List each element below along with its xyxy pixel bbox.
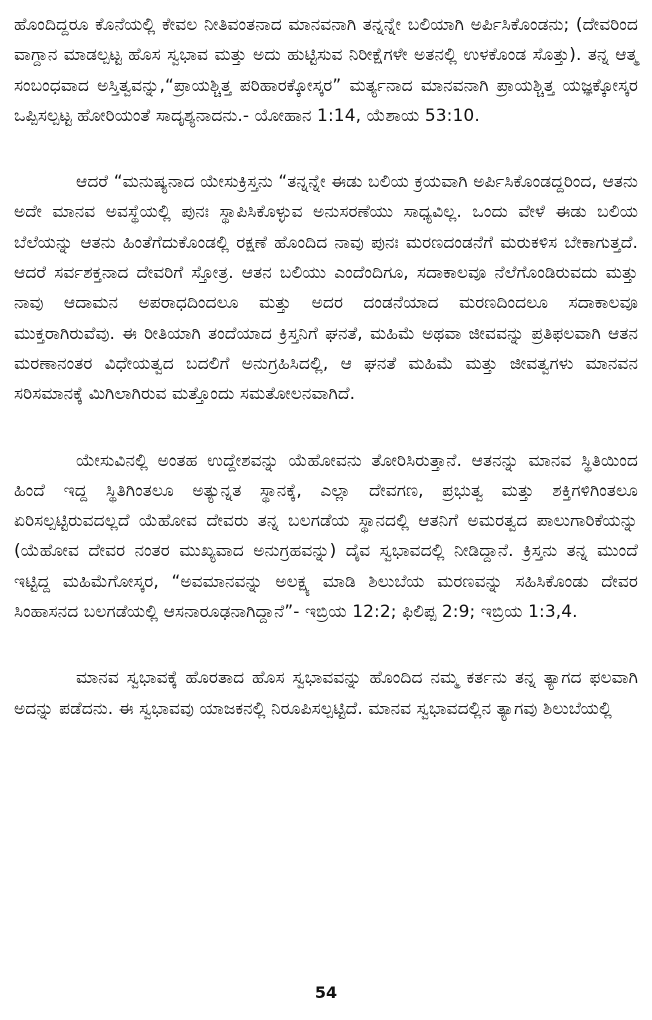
paragraph-3: ಯೇಸುವಿನಲ್ಲಿ ಅಂತಹ ಉದ್ದೇಶವನ್ನು ಯೆಹೋವನು ತೋರಿಸಿರುತ್ತಾನೆ. ಆತನನ್ನು ಮಾನವ ಸ್ಥಿತಿಯಿಂದ ಹಿಂದೆ ಇದ್ದ ಸ್ಥಿತಿಗಿಂತಲೂ ಅತ್ಯುನ್ನತ ಸ್ಥಾನಕ್ಕೆ, ಎಲ್ಲಾ ದೇವಗಣ, ಪ್ರಭುತ್ವ ಮತ್ತು ಶಕ್ತಿಗಳಿಗಿಂತಲೂ ಏರಿಸಲ್ಪಟ್ಟಿರುವದಲ್ಲದೆ ಯೆಹೋವ ದೇವರು ತನ್ನ ಬಲಗಡೆಯ ಸ್ಥಾನದಲ್ಲಿ ಆತನಿಗೆ ಅಮರತ್ವದ ಪಾಲುಗಾರಿಕೆಯನ್ನು (ಯೆಹೋವ ದೇವರ ನಂತರ ಮುಖ್ಯವಾದ ಅನುಗ್ರಹವನ್ನು) ದೈವ ಸ್ವಭಾವದಲ್ಲಿ ನೀಡಿದ್ದಾನೆ. ಕ್ರಿಸ್ತನು ತನ್ನ ಮುಂದೆ ಇಟ್ಟಿದ್ದ ಮಹಿಮೆಗೋಸ್ಕರ, “ಅವಮಾನವನ್ನು ಅಲಕ್ಷ್ಯ ಮಾಡಿ ಶಿಲುಬೆಯ ಮರಣವನ್ನು ಸಹಿಸಿಕೊಂಡು ದೇವರ ಸಿಂಹಾಸನದ ಬಲಗಡೆಯಲ್ಲಿ ಆಸನಾರೂಢನಾಗಿದ್ದಾನೆ”- ಇಬ್ರಿಯ 12:2; ಫಿಲಿಪ್ಪ 2:9; ಇಬ್ರಿಯ 1:3,4. [14, 450, 638, 623]
paragraph-gap [14, 131, 638, 167]
page-number: 54 [314, 983, 338, 1002]
paragraph-1: ಹೊಂದಿದ್ದರೂ ಕೊನೆಯಲ್ಲಿ ಕೇವಲ ನೀತಿವಂತನಾದ ಮಾನವನಾಗಿ ತನ್ನನ್ನೇ ಬಲಿಯಾಗಿ ಅರ್ಪಿಸಿಕೊಂಡನು; (ದೇವರಿಂದ ವಾಗ್ದಾನ ಮಾಡಲ್ಪಟ್ಟ ಹೊಸ ಸ್ವಭಾವ ಮತ್ತು ಅದು ಹುಟ್ಟಿಸುವ ನಿರೀಕ್ಷೆಗಳೇ ಅತನಲ್ಲಿ ಉಳಕೊಂಡ ಸೊತ್ತು). ತನ್ನ ಆತ್ಮ ಸಂಬಂಧವಾದ ಅಸ್ತಿತ್ವವನ್ನು,“ಪ್ರಾಯಶ್ಚಿತ್ತ ಪರಿಹಾರಕ್ಕೋಸ್ಕರ” ಮರ್ತ್ಯನಾದ ಮಾನವನಾಗಿ ಪ್ರಾಯಶ್ಚಿತ್ತ ಯಜ್ಞಕ್ಕೋಸ್ಕರ ಒಪ್ಪಿಸಲ್ಪಟ್ಟ ಹೋರಿಯಂತೆ ಸಾದೃಶ್ಯನಾದನು.- ಯೋಹಾನ 1:14, ಯೆಶಾಯ 53:10. [14, 15, 638, 126]
paragraph-gap [14, 410, 638, 446]
paragraph-2: ಆದರೆ “ಮನುಷ್ಯನಾದ ಯೇಸುಕ್ರಿಸ್ತನು “ತನ್ನನ್ನೇ ಈಡು ಬಲಿಯ ಕ್ರಯವಾಗಿ ಅರ್ಪಿಸಿಕೊಂಡದ್ದರಿಂದ, ಆತನು ಅದೇ ಮಾನವ ಅವಸ್ಥೆಯಲ್ಲಿ ಪುನಃ ಸ್ಥಾಪಿಸಿಕೊಳ್ಳುವ ಅನುಸರಣೆಯು ಸಾಧ್ಯವಿಲ್ಲ. ಒಂದು ವೇಳೆ ಈಡು ಬಲಿಯ ಬೆಲೆಯನ್ನು ಆತನು ಹಿಂತೆಗೆದುಕೊಂಡಲ್ಲಿ ರಕ್ಷಣೆ ಹೊಂದಿದ ನಾವು ಪುನಃ ಮರಣದಂಡನೆಗೆ ಮರುಕಳಿಸ ಬೇಕಾಗುತ್ತದೆ. ಆದರೆ ಸರ್ವಶಕ್ತನಾದ ದೇವರಿಗೆ ಸ್ತೋತ್ರ. ಆತನ ಬಲಿಯು ಎಂದೆಂದಿಗೂ, ಸದಾಕಾಲವೂ ನೆಲೆಗೊಂಡಿರುವದು ಮತ್ತು ನಾವು ಆದಾಮನ ಅಪರಾಧದಿಂದಲೂ ಮತ್ತು ಅದರ ದಂಡನೆಯಾದ ಮರಣದಿಂದಲೂ ಸದಾಕಾಲವೂ ಮುಕ್ತರಾಗಿರುವೆವು. ಈ ರೀತಿಯಾಗಿ ತಂದೆಯಾದ ಕ್ರಿಸ್ತನಿಗೆ ಘನತೆ, ಮಹಿಮೆ ಅಥವಾ ಜೀವವನ್ನು ಪ್ರತಿಫಲವಾಗಿ ಆತನ ಮರಣಾನಂತರ ವಿಧೇಯತ್ವದ ಬದಲಿಗೆ ಅನುಗ್ರಹಿಸಿದಲ್ಲಿ, ಆ ಘನತೆ ಮಹಿಮೆ ಮತ್ತು ಜೀವತ್ವಗಳು ಮಾನವನ ಸರಿಸಮಾನಕ್ಕೆ ಮಿಗಿಲಾಗಿರುವ ಮತ್ತೊಂದು ಸಮತೋಲನವಾಗಿದೆ. [14, 172, 638, 405]
paragraph-4: ಮಾನವ ಸ್ವಭಾವಕ್ಕೆ ಹೊರತಾದ ಹೊಸ ಸ್ವಭಾವವನ್ನು ಹೊಂದಿದ ನಮ್ಮ ಕರ್ತನು ತನ್ನ ತ್ಯಾಗದ ಫಲವಾಗಿ ಅದನ್ನು ಪಡೆದನು. ಈ ಸ್ವಭಾವವು ಯಾಜಕನಲ್ಲಿ ನಿರೂಪಿಸಲ್ಪಟ್ಟಿದೆ. ಮಾನವ ಸ್ವಭಾವದಲ್ಲಿನ ತ್ಯಾಗವು ಶಿಲುಬೆಯಲ್ಲಿ [14, 668, 638, 719]
paragraph-gap [14, 627, 638, 663]
